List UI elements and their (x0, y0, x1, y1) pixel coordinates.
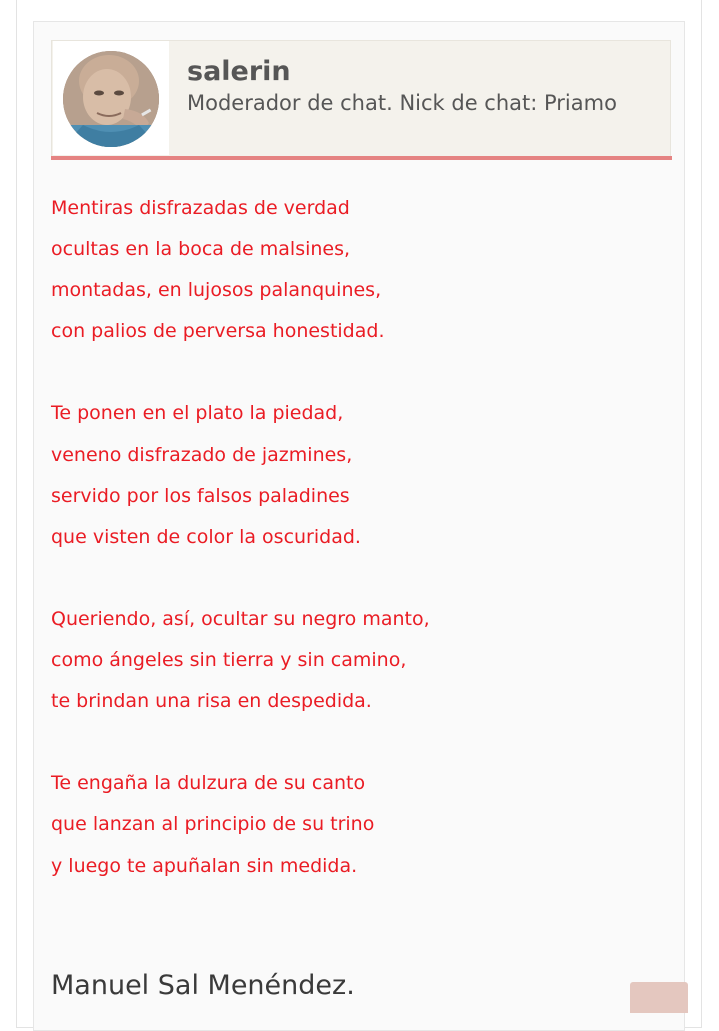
poem-stanza-break (51, 352, 661, 393)
poem-stanza-break (51, 722, 661, 763)
poem-line: montadas, en lujosos palanquines, (51, 279, 382, 302)
poem-line: que lanzan al principio de su trino (51, 813, 375, 836)
poem-line: y luego te apuñalan sin medida. (51, 854, 358, 877)
avatar[interactable] (63, 51, 159, 147)
scroll-to-top-button[interactable] (630, 982, 688, 1013)
poem-signature: Manuel Sal Menéndez. (51, 970, 355, 1001)
poem-line: Mentiras disfrazadas de verdad (51, 197, 350, 219)
author-role: Moderador de chat. Nick de chat: Priamo (187, 91, 617, 115)
poem-line: que visten de color la oscuridad. (51, 525, 361, 548)
poem-stanza-break (51, 558, 661, 599)
poem-line: Te ponen en el plato la piedad, (51, 402, 344, 425)
poem-line: te brindan una risa en despedida. (51, 690, 372, 713)
poem-line: como ángeles sin tierra y sin camino, (51, 649, 407, 672)
poem-line: veneno disfrazado de jazmines, (51, 443, 353, 466)
poem-line: servido por los falsos paladines (51, 484, 350, 507)
poem-body (51, 188, 661, 887)
profile-photo-icon (63, 51, 159, 147)
poem-line: Te engaña la dulzura de su canto (51, 772, 366, 795)
poem-line: con palios de perversa honestidad. (51, 320, 385, 343)
author-name[interactable]: salerin (187, 56, 291, 87)
poem-line: Queriendo, así, ocultar su negro manto, (51, 607, 430, 630)
poem-line: ocultas en la boca de malsines, (51, 238, 351, 261)
author-box-divider (51, 156, 672, 160)
